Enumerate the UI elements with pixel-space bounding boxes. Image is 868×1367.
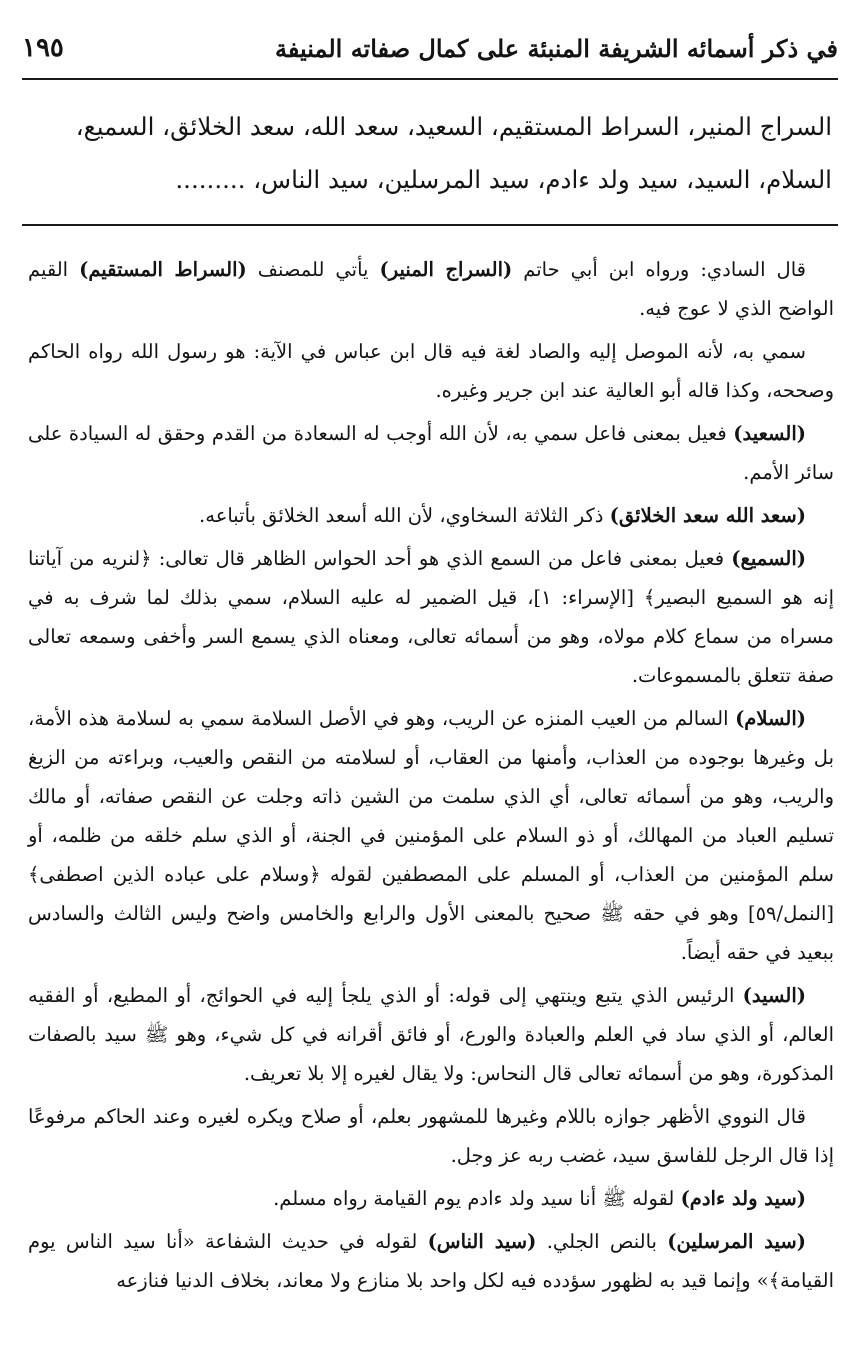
matn-line-1: السراج المنير، السراط المستقيم، السعيد، سعد الله، سعد الخلائق، السميع، — [75, 112, 832, 141]
commentary — [22, 226, 838, 1300]
matn-line-2-text: السلام، السيد، سيد ولد ءادم، سيد المرسلين، سيد الناس، — [245, 165, 832, 194]
commentary-paragraph-4 — [28, 496, 834, 535]
p6-text: السالم من العيب المنزه عن الريب، وهو في الأصل السلامة سمي به لسلامة هذه الأمة، بل وغيرها بوجوده من العذاب، وأمنها من العقاب، أو لسلامته من النقص والعيب، وبراءته من الزيغ والريب، وهو من أسمائه تعالى، أي الذي سلمت من الشين ذاته وجلت عن النقص صفاته، أو مالك تسليم العباد من المهالك، أو ذو السلام على المؤمنين في الجنة، أو الذي سلم خلقه من ظلمه، أو سلم المؤمنين من العذاب، أو المسلم على المصطفين لقوله ﴿وسلام على عباده الذين اصطفى﴾ [النمل/٥٩] وهو في حقه ﷺ صحيح بالمعنى الأول والرابع والخامس واضح وليس الثالث والسادس ببعيد في حقه أيضاً. — [28, 707, 834, 964]
p7-term-sayyid: (السيد) — [742, 984, 806, 1007]
p9-text: لقوله ﷺ أنا سيد ولد ءادم يوم القيامة رواه مسلم. — [273, 1187, 681, 1210]
commentary-paragraph-1 — [28, 250, 834, 328]
p4-term-saad: (سعد الله سعد الخلائق) — [609, 504, 806, 527]
p10-text-d: لقوله في حديث الشفاعة «أنا سيد الناس يوم القيامة﴾» وإنما قيد به لظهور سؤدده فيه لكل واحد بلا منازع ولا معاند، بخلاف الدنيا فنازعه — [28, 1230, 834, 1292]
p10-term-sayyid-nas: (سيد الناس) — [427, 1230, 537, 1253]
p6-term-salam: (السلام) — [735, 707, 806, 730]
commentary-paragraph-5 — [28, 539, 834, 695]
p1-text-c: يأتي للمصنف — [246, 258, 380, 281]
commentary-paragraph-7 — [28, 976, 834, 1093]
p9-term-sayyid-walad-adam: (سيد ولد ءادم) — [680, 1187, 806, 1210]
commentary-paragraph-10 — [28, 1222, 834, 1300]
p3-text: فعيل بمعنى فاعل سمي به، لأن الله أوجب له السعادة من القدم وحقق له السيادة على سائر الأمم. — [28, 422, 834, 484]
commentary-paragraph-6 — [28, 699, 834, 972]
commentary-paragraph-8: قال النووي الأظهر جوازه باللام وغيرها للمشهور بعلم، أو صلاح ويكره لغيره وعند الحاكم مرفوعًا إذا قال الرجل للفاسق سيد، غضب ربه عز وجل. — [28, 1105, 834, 1167]
p5-text: فعيل بمعنى فاعل من السمع الذي هو أحد الحواس الظاهر قال تعالى: ﴿لنريه من آياتنا إنه هو السميع البصير﴾ [الإسراء: ١]، قيل الضمير له عليه السلام، سمي بذلك لما شرف به في مسراه من سماع كلام مولاه، وهو من أسمائه تعالى، ومعناه الذي يسمع السر وأخفى وسمعه تعالى صفة تتعلق بالمسموعات. — [28, 547, 834, 687]
commentary-paragraph-9 — [28, 1179, 834, 1218]
matn-text — [22, 80, 838, 216]
p1-text-e: القيم الواضح الذي لا عوج فيه. — [28, 258, 834, 320]
matn-line-2 — [26, 153, 832, 206]
matn-ellipsis: ......... — [175, 165, 246, 194]
p1-term-siraj: (السراج المنير) — [379, 258, 513, 281]
p1-term-sirat: (السراط المستقيم) — [79, 258, 247, 281]
p10-text-b: بالنص الجلي. — [536, 1230, 668, 1253]
p5-term-samee: (السميع) — [731, 547, 806, 570]
p3-term-saeed: (السعيد) — [733, 422, 806, 445]
commentary-paragraph-2: سمي به، لأنه الموصل إليه والصاد لغة فيه قال ابن عباس في الآية: هو رسول الله رواه الحاكم وصححه، وكذا قاله أبو العالية عند ابن جرير وغيره. — [28, 340, 834, 402]
page-header — [22, 26, 838, 70]
running-title: في ذكر أسمائه الشريفة المنبئة على كمال صفاته المنيفة — [274, 33, 838, 63]
commentary-paragraph-3 — [28, 414, 834, 492]
p7-text: الرئيس الذي يتبع وينتهي إلى قوله: أو الذي يلجأ إليه في الحوائج، أو المطيع، أو الفقيه العالم، أو الذي ساد في العلم والعبادة والورع، أو فائق أقرانه في كل شيء، وهو ﷺ سيد بالصفات المذكورة، وهو من أسمائه تعالى قال النحاس: ولا يقال لغيره إلا بلا تعريف. — [28, 984, 834, 1085]
p1-text-a: قال السادي: ورواه ابن أبي حاتم — [512, 258, 806, 281]
p4-text: ذكر الثلاثة السخاوي، لأن الله أسعد الخلائق بأتباعه. — [199, 504, 610, 527]
page-number: ١٩٥ — [22, 33, 64, 63]
p10-term-sayyid-mursalin: (سيد المرسلين) — [667, 1230, 806, 1253]
